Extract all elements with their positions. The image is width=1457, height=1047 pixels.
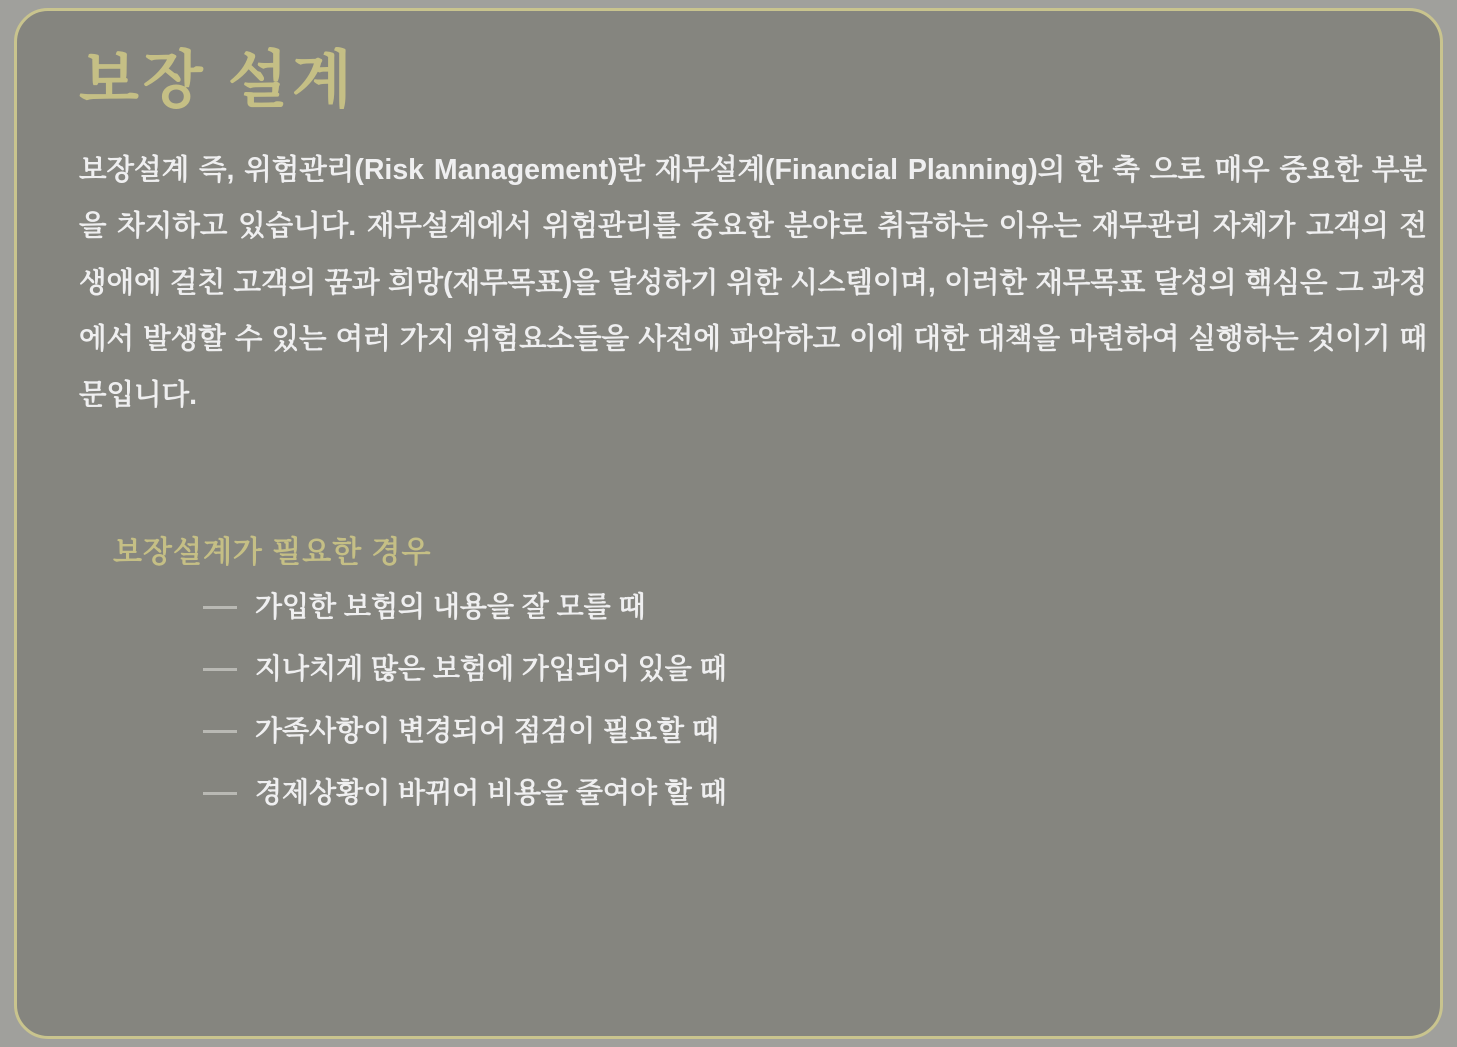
list-item bbox=[203, 655, 1392, 683]
body-paragraph: 보장설계 즉, 위험관리(Risk Management)란 재무설계(Financial Planning)의 한 축 으로 매우 중요한 부분을 차지하고 있습니다. 재무설계에서 위험관리를 중요한 분야로 취급하는 이유는 재무관리 자체가 고객의 전 생애에 걸친 고객의 꿈과 희망(재무목표)을 달성하기 위한 시스템이며, 이러한 재무목표 달성의 핵심은 그 과정에서 발생할 수 있는 여러 가지 위험요소들을 사전에 파악하고 이에 대한 대책을 마련하여 실행하는 것이기 때문입니다. bbox=[79, 154, 1427, 411]
list-item-label: 가입한 보험의 내용을 잘 모를 때 bbox=[255, 591, 646, 622]
content-card bbox=[14, 8, 1443, 1039]
list-item bbox=[203, 779, 1392, 807]
dash-icon bbox=[203, 668, 237, 671]
list-item bbox=[203, 593, 1392, 621]
list-item bbox=[203, 717, 1392, 745]
card-inner bbox=[79, 45, 1427, 841]
dash-icon bbox=[203, 792, 237, 795]
dash-icon bbox=[203, 730, 237, 733]
list-item-label: 가족사항이 변경되어 점검이 필요할 때 bbox=[255, 715, 719, 746]
page-title: 보장 설계 bbox=[79, 46, 356, 115]
list-item-label: 지나치게 많은 보험에 가입되어 있을 때 bbox=[255, 653, 727, 684]
list-item-label: 경제상황이 바뀌어 비용을 줄여야 할 때 bbox=[255, 777, 727, 808]
section-subheading: 보장설계가 필요한 경우 bbox=[113, 536, 432, 569]
dash-icon bbox=[203, 606, 237, 609]
needs-list bbox=[79, 593, 1392, 807]
